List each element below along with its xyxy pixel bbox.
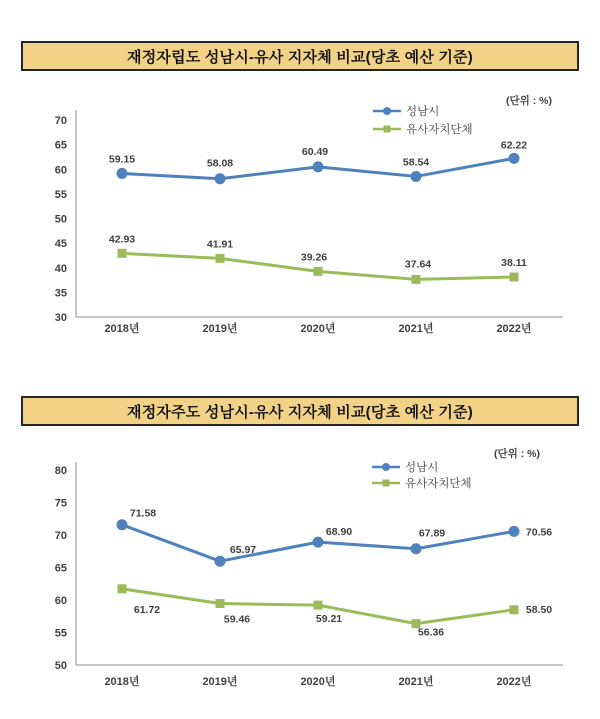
legend-marker-square [383, 480, 390, 487]
data-label: 41.91 [206, 238, 234, 251]
y-tick-label: 80 [54, 465, 67, 477]
data-label: 59.21 [315, 613, 343, 626]
y-tick-label: 50 [54, 213, 67, 226]
unit-label: (단위 : %) [506, 95, 552, 107]
data-point [118, 249, 127, 258]
data-label: 39.26 [300, 251, 328, 264]
legend-marker-circle [382, 463, 390, 471]
data-point [118, 584, 127, 593]
data-label: 58.54 [402, 156, 430, 169]
data-point [412, 275, 421, 284]
y-tick-label: 50 [54, 660, 67, 672]
chart-block-fiscal-autonomy [0, 396, 600, 719]
x-tick-label: 2022년 [496, 323, 532, 335]
data-label: 70.56 [525, 526, 553, 539]
y-tick-label: 70 [54, 115, 67, 127]
data-point [509, 153, 520, 164]
data-point [215, 556, 226, 567]
line-chart-fiscal-autonomy [0, 426, 600, 719]
data-label: 65.97 [229, 544, 257, 557]
data-point [216, 599, 225, 608]
data-label: 59.46 [223, 613, 251, 626]
y-tick-label: 30 [54, 312, 67, 324]
data-point [510, 605, 519, 614]
data-point [313, 537, 324, 548]
y-tick-label: 75 [54, 497, 67, 510]
y-tick-label: 65 [54, 562, 67, 575]
x-tick-label: 2020년 [300, 323, 336, 335]
x-tick-label: 2018년 [104, 323, 140, 335]
data-point [314, 601, 323, 610]
data-label: 71.58 [129, 507, 157, 520]
chart-block-fiscal-independence [0, 41, 600, 360]
x-tick-label: 2018년 [104, 676, 140, 688]
data-point [510, 273, 519, 282]
y-tick-label: 55 [54, 188, 67, 201]
x-tick-label: 2021년 [398, 323, 434, 335]
x-tick-label: 2019년 [202, 676, 238, 688]
data-label: 58.50 [525, 603, 553, 616]
x-tick-label: 2022년 [496, 676, 532, 688]
unit-label: (단위 : %) [494, 448, 540, 460]
data-label: 37.64 [404, 258, 432, 271]
data-label: 38.11 [501, 257, 527, 270]
chart-title-fiscal-autonomy: 재정자주도 성남시-유사 지자체 비교(당초 예산 기준) [21, 396, 579, 426]
data-label: 59.15 [108, 153, 136, 166]
data-point [411, 171, 422, 182]
y-tick-label: 45 [54, 238, 67, 251]
data-label: 62.22 [500, 139, 528, 152]
data-point [215, 173, 226, 184]
y-tick-label: 60 [54, 164, 67, 177]
legend-label-0: 성남시 [406, 106, 440, 118]
x-tick-label: 2019년 [202, 323, 238, 335]
y-tick-label: 65 [54, 139, 67, 152]
legend-label-1: 유사자치단체 [406, 124, 473, 136]
data-point [117, 519, 128, 530]
x-tick-label: 2021년 [398, 676, 434, 688]
chart-title-fiscal-independence: 재정자립도 성남시-유사 지자체 비교(당초 예산 기준) [21, 41, 579, 71]
data-label: 42.93 [108, 233, 136, 246]
y-tick-label: 60 [54, 595, 67, 607]
legend-marker-circle [383, 107, 391, 115]
data-point [411, 543, 422, 554]
legend-label-1: 유사자치단체 [405, 478, 472, 490]
data-point [117, 168, 128, 179]
x-tick-label: 2020년 [300, 676, 336, 688]
data-label: 56.36 [417, 626, 445, 639]
legend-marker-square [384, 126, 391, 133]
y-tick-label: 70 [54, 530, 67, 542]
data-point [314, 267, 323, 276]
data-point [509, 526, 520, 537]
data-label: 68.90 [325, 526, 353, 539]
data-label: 61.72 [133, 603, 161, 616]
line-chart-fiscal-independence [0, 71, 600, 360]
data-point [216, 254, 225, 263]
data-label: 67.89 [418, 527, 446, 540]
y-tick-label: 40 [54, 262, 67, 275]
data-label: 60.49 [301, 145, 329, 158]
y-tick-label: 55 [54, 627, 67, 640]
data-label: 58.08 [206, 157, 234, 170]
y-tick-label: 35 [54, 287, 67, 300]
legend-label-0: 성남시 [405, 462, 439, 474]
data-point [313, 161, 324, 172]
